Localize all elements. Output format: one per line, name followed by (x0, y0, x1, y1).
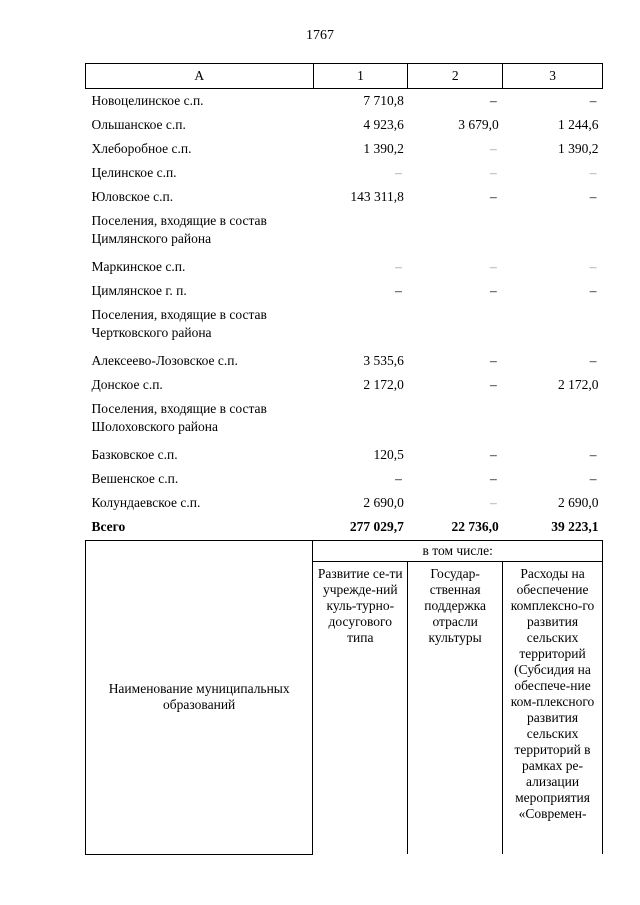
col-header-culture-network-text: Развитие се-ти учрежде-ний куль-турно-досугового типа (317, 566, 403, 645)
total-value-3: 39 223,1 (551, 518, 599, 534)
col-header-state-support (408, 562, 503, 855)
row-value-3: – (589, 258, 597, 274)
row-value-3: – (589, 352, 597, 368)
row-name: Базковское с.п. (91, 446, 178, 462)
table-group-row (86, 209, 603, 255)
table-row (86, 137, 603, 161)
row-value-1: 143 311,8 (350, 188, 404, 204)
col-header-culture-network (313, 562, 408, 855)
row-value-1: – (395, 164, 402, 180)
budget-table (85, 63, 603, 539)
table-group-row (86, 303, 603, 349)
row-value-1: 4 923,6 (363, 116, 404, 132)
row-name: Юловское с.п. (91, 188, 174, 204)
table-row (86, 185, 603, 209)
table-row (86, 89, 603, 113)
header-table (85, 540, 603, 855)
row-value-2 (408, 209, 503, 255)
row-value-2 (408, 397, 503, 443)
table-row (86, 491, 603, 515)
row-name: Новоцелинское с.п. (91, 93, 204, 108)
table-row (86, 349, 603, 373)
row-value-1 (313, 397, 408, 443)
col-header-a: А (86, 64, 314, 89)
row-value-2: 3 679,0 (458, 116, 499, 132)
row-value-3: – (589, 446, 597, 462)
row-name: Целинское с.п. (91, 164, 177, 180)
row-name: Маркинское с.п. (91, 258, 186, 274)
row-value-3: – (589, 93, 597, 108)
row-value-1 (313, 303, 408, 349)
row-name: Алексеево-Лозовское с.п. (91, 352, 238, 368)
col-header-state-support-text: Государ-ственная поддержка отрасли культуры (424, 566, 487, 645)
row-value-2: – (489, 352, 497, 368)
row-value-1: – (395, 282, 402, 298)
row-value-2: – (489, 93, 497, 108)
row-value-1: – (395, 470, 402, 486)
total-row (86, 515, 603, 539)
row-name: Цимлянское г. п. (91, 282, 187, 298)
table-row (86, 467, 603, 491)
row-value-1 (313, 209, 408, 255)
municipality-header: Наименование муниципальных образований (86, 541, 313, 855)
row-value-3: 2 690,0 (558, 494, 599, 510)
row-value-2: – (489, 164, 497, 180)
group-name: Поселения, входящие в состав Чертковского района (91, 306, 267, 340)
row-value-2 (408, 303, 503, 349)
row-value-3: – (589, 164, 597, 180)
row-name: Донское с.п. (91, 376, 163, 392)
row-value-3: 1 244,6 (558, 116, 599, 132)
row-value-2: – (489, 282, 497, 298)
table-row (86, 443, 603, 467)
including-header: в том числе: (313, 541, 603, 562)
col-header-3: 3 (503, 64, 603, 89)
row-value-1: 2 172,0 (363, 376, 404, 392)
table-row (86, 161, 603, 185)
table-row (86, 373, 603, 397)
col-header-rural-development (503, 562, 603, 855)
col-header-2: 2 (408, 64, 503, 89)
row-value-3 (503, 209, 603, 255)
table-row (86, 279, 603, 303)
row-value-1: 120,5 (373, 446, 404, 462)
row-value-3: 1 390,2 (558, 140, 599, 156)
row-value-3: – (589, 470, 597, 486)
header-row-top (86, 541, 603, 562)
table-row (86, 113, 603, 137)
row-name: Вешенское с.п. (91, 470, 179, 486)
row-value-3 (503, 397, 603, 443)
row-value-3: 2 172,0 (558, 376, 599, 392)
row-value-3: – (589, 282, 597, 298)
row-value-2: – (489, 188, 497, 204)
row-value-2: – (489, 140, 497, 156)
row-name: Ольшанское с.п. (91, 116, 186, 132)
col-header-1: 1 (313, 64, 408, 89)
row-value-1: 7 710,8 (363, 93, 404, 108)
group-name: Поселения, входящие в состав Шолоховского района (91, 400, 267, 434)
col-header-rural-development-text: Расходы на обеспечение комплексно-го развития сельских территорий (Субсидия на обеспече-ние ком-плексного развития сельских территорий в рамках ре-ализации мероприятия «Современ- (510, 566, 595, 821)
row-value-2: – (489, 258, 497, 274)
row-value-2: – (489, 494, 497, 510)
row-name: Хлеборобное с.п. (91, 140, 192, 156)
table-group-row (86, 397, 603, 443)
row-value-1: 2 690,0 (363, 494, 404, 510)
row-value-1: – (395, 258, 402, 274)
row-name: Колундаевское с.п. (91, 494, 201, 510)
row-value-2: – (489, 446, 497, 462)
row-value-2: – (489, 376, 497, 392)
total-value-1: 277 029,7 (349, 518, 404, 534)
page-number: 1767 (306, 28, 334, 43)
table-header-row (86, 64, 603, 89)
group-name: Поселения, входящие в состав Цимлянского района (91, 212, 267, 246)
row-value-1: 1 390,2 (363, 140, 404, 156)
row-value-2: – (489, 470, 497, 486)
table-row (86, 255, 603, 279)
row-value-3: – (589, 188, 597, 204)
total-value-2: 22 736,0 (451, 518, 499, 534)
row-value-3 (503, 303, 603, 349)
total-label: Всего (91, 518, 126, 534)
row-value-1: 3 535,6 (363, 352, 404, 368)
